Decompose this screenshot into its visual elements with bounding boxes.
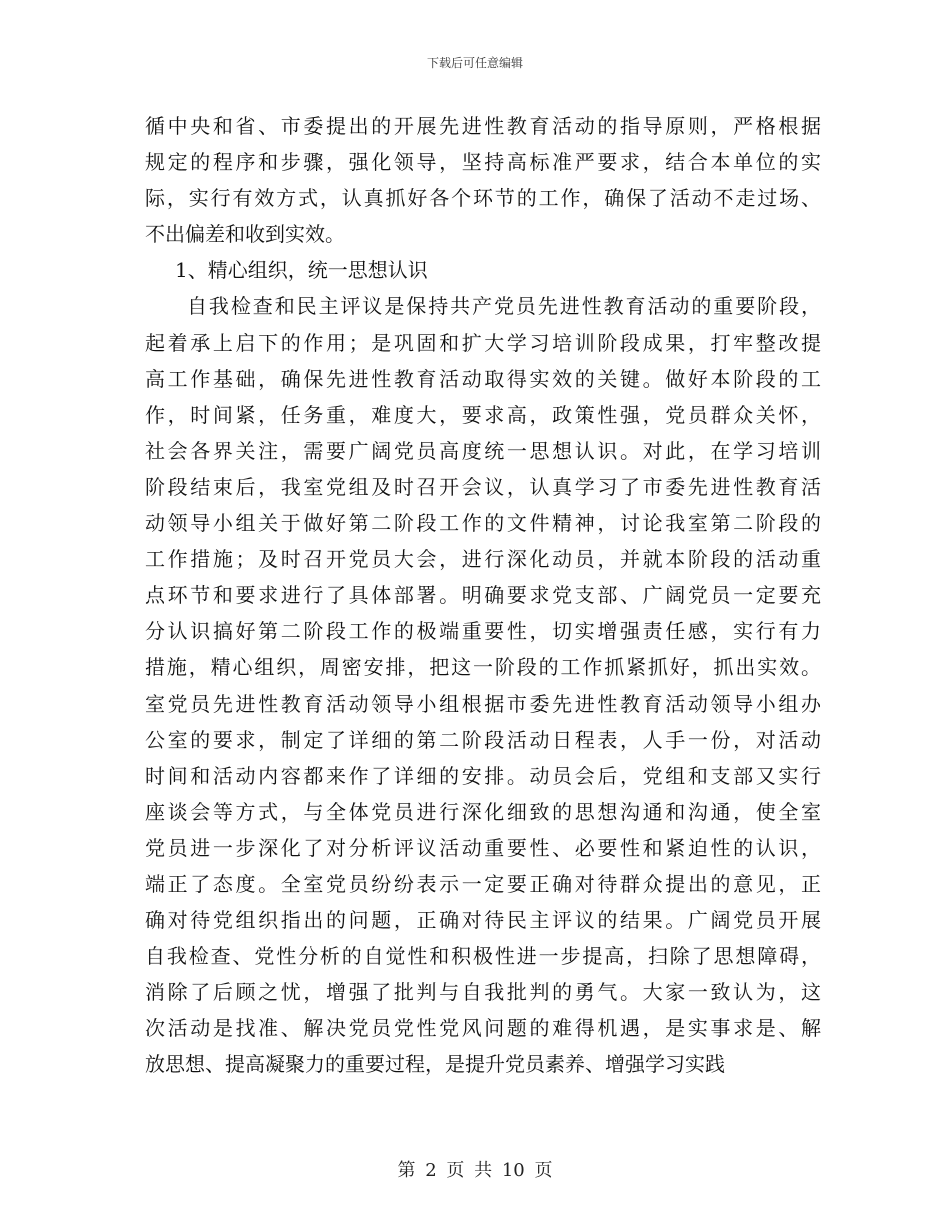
text-line: 工作措施；及时召开党员大会，进行深化动员，并就本阶段的活动重 bbox=[145, 547, 821, 572]
text-line: 社会各界关注，需要广阔党员高度统一思想认识。对此，在学习培训 bbox=[145, 438, 821, 463]
text-line: 规定的程序和步骤，强化领导，坚持高标准严要求，结合本单位的实 bbox=[145, 150, 821, 175]
text-line: 分认识搞好第二阶段工作的极端重要性，切实增强责任感，实行有力 bbox=[145, 619, 821, 644]
text-line: 室党员先进性教育活动领导小组根据市委先进性教育活动领导小组办 bbox=[145, 691, 821, 716]
text-line: 起着承上启下的作用；是巩固和扩大学习培训阶段成果，打牢整改提 bbox=[145, 330, 821, 355]
page-number: 第 2 页 共 10 页 bbox=[397, 1160, 553, 1181]
text-line: 公室的要求，制定了详细的第二阶段活动日程表，人手一份，对活动 bbox=[145, 727, 821, 752]
text-line: 确对待党组织指出的问题，正确对待民主评议的结果。广阔党员开展 bbox=[145, 908, 821, 933]
document-body bbox=[145, 108, 821, 1083]
text-line: 座谈会等方式，与全体党员进行深化细致的思想沟通和沟通，使全室 bbox=[145, 799, 821, 824]
text-line: 高工作基础，确保先进性教育活动取得实效的关键。做好本阶段的工 bbox=[145, 366, 821, 391]
text-line: 放思想、提高凝聚力的重要过程，是提升党员素养、增强学习实践 bbox=[145, 1052, 725, 1077]
text-line: 消除了后顾之忧，增强了批判与自我批判的勇气。大家一致认为，这 bbox=[145, 980, 821, 1005]
text-line: 措施，精心组织，周密安排，把这一阶段的工作抓紧抓好，抓出实效。 bbox=[145, 655, 821, 680]
text-line: 点环节和要求进行了具体部署。明确要求党支部、广阔党员一定要充 bbox=[145, 583, 821, 608]
text-line: 作，时间紧，任务重，难度大，要求高，政策性强，党员群众关怀， bbox=[145, 402, 821, 427]
page-header: 下载后可任意编辑 bbox=[426, 56, 523, 70]
text-line: 次活动是找准、解决党员党性党风问题的难得机遇，是实事求是、解 bbox=[145, 1016, 821, 1041]
text-line: 动领导小组关于做好第二阶段工作的文件精神，讨论我室第二阶段的 bbox=[145, 511, 821, 536]
section-heading: 1、精心组织，统一思想认识 bbox=[175, 258, 428, 283]
text-line: 循中央和省、市委提出的开展先进性教育活动的指导原则，严格根据 bbox=[145, 114, 821, 138]
text-line: 端正了态度。全室党员纷纷表示一定要正确对待群众提出的意见，正 bbox=[145, 871, 821, 896]
text-line: 不出偏差和收到实效。 bbox=[145, 222, 345, 247]
text-line: 自我检查、党性分析的自觉性和积极性进一步提高，扫除了思想障碍， bbox=[145, 944, 821, 969]
text-line: 党员进一步深化了对分析评议活动重要性、必要性和紧迫性的认识， bbox=[145, 835, 821, 860]
text-line: 阶段结束后，我室党组及时召开会议，认真学习了市委先进性教育活 bbox=[145, 474, 821, 499]
text-line: 自我检查和民主评议是保持共产党员先进性教育活动的重要阶段， bbox=[187, 294, 821, 319]
text-line: 际，实行有效方式，认真抓好各个环节的工作，确保了活动不走过场、 bbox=[145, 186, 821, 211]
text-line: 时间和活动内容都来作了详细的安排。动员会后，党组和支部又实行 bbox=[145, 763, 821, 788]
